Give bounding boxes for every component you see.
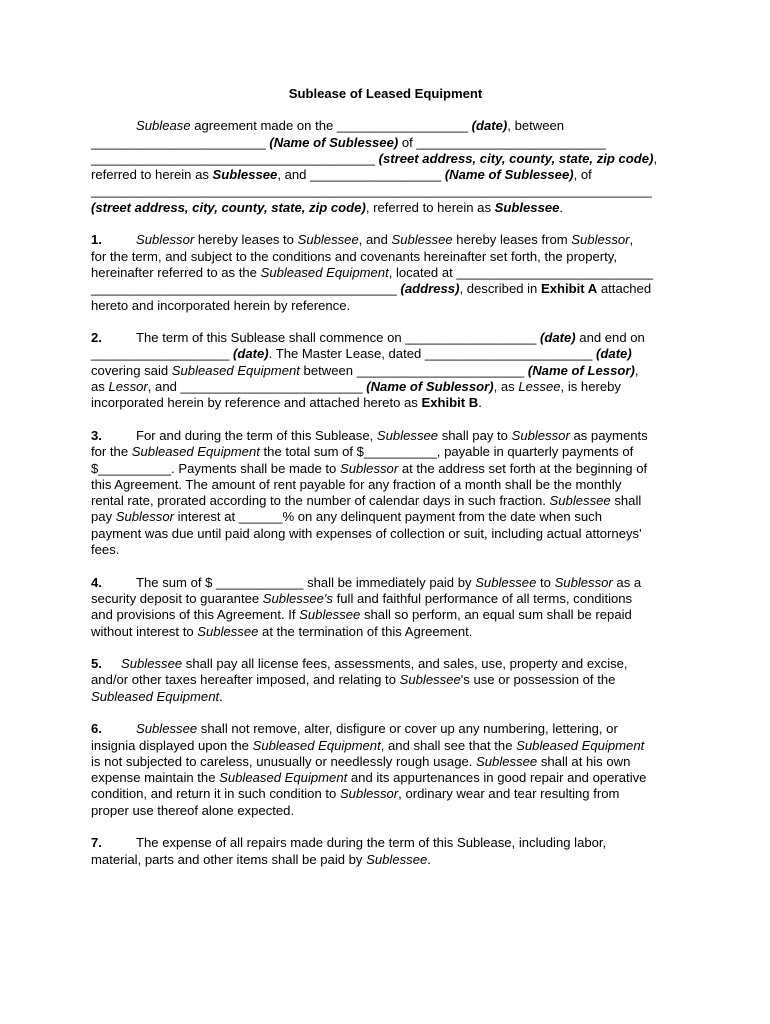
- section-text: expense maintain the: [91, 770, 220, 786]
- section-text: , is hereby: [560, 379, 621, 395]
- intro-text: _______________________________________: [91, 150, 379, 166]
- section-text: Sublessee: [366, 851, 428, 867]
- document-title: Sublease of Leased Equipment: [288, 86, 483, 101]
- section-3-line: payment was due until paid along with expenses of collection or suit, including actual attorneys': [91, 525, 642, 541]
- section-text: . The Master Lease, dated _______________________: [268, 346, 597, 362]
- section-text: , and _________________________: [147, 379, 367, 395]
- section-text: shall not remove, alter, disfigure or cover up any numbering, lettering, or: [197, 721, 618, 737]
- section-text: For and during the term of this Sublease,: [136, 427, 377, 443]
- section-text: Sublessor: [554, 574, 613, 590]
- section-text: security deposit to guarantee: [91, 590, 263, 606]
- intro-line-3: [91, 151, 680, 167]
- section-text: hereby leases to: [194, 232, 298, 248]
- section-1-line: hereto and incorporated herein by reference.: [91, 297, 351, 313]
- section-text: rental rate, prorated according to the number of calendar days in such fraction.: [91, 493, 550, 509]
- section-4: [91, 575, 680, 640]
- section-2: [91, 330, 680, 411]
- section-text: as: [91, 379, 109, 395]
- section-text: interest at ______% on any delinquent payment from the date when such: [173, 509, 602, 525]
- section-text: Sublessee: [297, 232, 359, 248]
- section-text: and end on: [575, 330, 645, 346]
- intro-text: referred to herein as: [91, 167, 213, 183]
- section-text: Sublessor: [571, 232, 630, 248]
- section-text: Subleased Equipment: [91, 688, 220, 704]
- section-text: to: [536, 574, 555, 590]
- section-3-line: [91, 444, 680, 460]
- intro-text: .: [559, 199, 564, 215]
- intro-text: Sublessee: [494, 199, 560, 215]
- section-text: Sublessor: [339, 460, 399, 476]
- section-text: incorporated herein by reference and attached hereto as: [91, 395, 422, 411]
- section-number: 2.: [91, 330, 102, 346]
- intro-text: (Name of Sublessee): [269, 134, 399, 150]
- intro-text: (Name of Sublessee): [444, 167, 574, 183]
- intro-paragraph: [91, 118, 680, 216]
- section-text: insignia displayed upon the: [91, 737, 253, 753]
- section-1-line: for the term, and subject to the conditions and covenants hereinafter set forth, the property,: [91, 248, 617, 264]
- section-1-line: [91, 232, 680, 248]
- section-text: for the: [91, 444, 132, 460]
- section-text: at the termination of this Agreement.: [258, 623, 473, 639]
- section-text: , as: [493, 379, 519, 395]
- section-3-line: this Agreement. The amount of rent payable for any fraction of a month shall be the monthly: [91, 476, 622, 492]
- intro-text: , and __________________: [277, 167, 445, 183]
- section-text: __________________________________________: [91, 281, 401, 297]
- section-2-line: [91, 346, 680, 362]
- section-2-line: [91, 363, 680, 379]
- section-number: 7.: [91, 835, 102, 851]
- section-text: as a: [612, 574, 642, 590]
- section-text: (date): [233, 346, 269, 362]
- section-6: [91, 721, 680, 819]
- intro-text: _____________________________________________________________________________: [91, 183, 652, 199]
- section-text: without interest to: [91, 623, 198, 639]
- section-1: [91, 232, 680, 313]
- section-text: shall at his own: [537, 753, 631, 769]
- section-text: pay: [91, 509, 116, 525]
- section-text: ,: [634, 362, 639, 378]
- section-text: Sublessee: [391, 232, 453, 248]
- section-text: Subleased Equipment: [171, 362, 300, 378]
- section-text: (Name of Sublessor): [366, 379, 494, 395]
- section-4-line: [91, 575, 680, 591]
- section-3-line: [91, 461, 680, 477]
- section-text: , ordinary wear and tear resulting from: [398, 786, 620, 802]
- section-text: The expense of all repairs made during the term of this Sublease, including labor,: [136, 835, 607, 851]
- section-text: at the address set forth at the beginning of: [398, 460, 648, 476]
- section-5-line: [91, 672, 680, 688]
- section-number: 4.: [91, 574, 102, 590]
- section-number: 3.: [91, 427, 102, 443]
- section-text: Lessor: [108, 379, 148, 395]
- intro-text: , referred to herein as: [365, 199, 495, 215]
- section-4-line: [91, 591, 680, 607]
- section-6-line: proper use thereof alone expected.: [91, 802, 295, 818]
- intro-text: (street address, city, county, state, zip code): [91, 199, 366, 215]
- section-text: between _______________________: [299, 362, 528, 378]
- intro-text: , between: [507, 118, 565, 134]
- section-text: (date): [596, 346, 632, 362]
- section-text: Subleased Equipment: [516, 737, 645, 753]
- document-page: [91, 86, 680, 884]
- section-text: Sublessor: [115, 509, 174, 525]
- intro-line-1: [91, 118, 680, 134]
- section-text: , and: [358, 232, 392, 248]
- section-text: .: [427, 851, 431, 867]
- section-text: and provisions of this Agreement. If: [91, 607, 300, 623]
- section-text: (Name of Lessor): [527, 362, 635, 378]
- section-text: Sublessor: [511, 427, 570, 443]
- section-text: Lessee: [518, 379, 561, 395]
- section-text: The term of this Sublease shall commence on __________________: [136, 330, 540, 346]
- section-text: Sublessee: [136, 721, 198, 737]
- section-number: 1.: [91, 232, 102, 248]
- intro-line-4: [91, 167, 680, 183]
- section-text: Subleased Equipment: [219, 770, 348, 786]
- section-text: Sublessor: [339, 786, 399, 802]
- section-4-line: [91, 607, 680, 623]
- section-text: , and shall see that the: [380, 737, 517, 753]
- section-text: hereby leases from: [452, 232, 572, 248]
- intro-line-2: [91, 135, 680, 151]
- section-text: Sublessee: [476, 753, 538, 769]
- section-text: Sublessee: [376, 427, 439, 443]
- section-text: covering said: [91, 362, 172, 378]
- section-1-line: [91, 281, 680, 297]
- intro-text: ,: [653, 150, 658, 166]
- section-text: shall pay to: [438, 427, 512, 443]
- intro-line-5: [91, 183, 680, 199]
- section-text: Sublessor: [136, 232, 195, 248]
- section-text: .: [219, 688, 223, 704]
- section-text: and/or other taxes hereafter imposed, and relating to: [91, 672, 400, 688]
- intro-text: agreement made on the __________________: [190, 118, 472, 134]
- section-text: shall so perform, an equal sum shall be repaid: [360, 607, 632, 623]
- section-text: Sublessee: [549, 493, 611, 509]
- section-text: (address): [400, 281, 460, 297]
- section-text: full and faithful performance of all terms, conditions: [332, 590, 633, 606]
- section-text: ___________________: [91, 346, 233, 362]
- section-6-line: [91, 721, 680, 737]
- section-text: $__________. Payments shall be made to: [91, 460, 340, 476]
- section-7-line: [91, 835, 680, 851]
- section-6-line: [91, 770, 680, 786]
- intro-text: Sublessee: [212, 167, 278, 183]
- section-5-line: [91, 656, 680, 672]
- section-text: material, parts and other items shall be paid by: [91, 851, 367, 867]
- section-number: 5.: [91, 656, 102, 672]
- intro-text: ________________________: [91, 134, 270, 150]
- section-text: Subleased Equipment: [252, 737, 381, 753]
- section-number: 6.: [91, 721, 102, 737]
- section-text: (date): [540, 330, 576, 346]
- section-text: Sublessee: [399, 672, 461, 688]
- section-text: Sublessee: [197, 623, 259, 639]
- intro-text: , of: [573, 167, 592, 183]
- section-text: , described in: [459, 281, 541, 297]
- section-7: [91, 835, 680, 868]
- section-2-line: [91, 395, 680, 411]
- section-text: Exhibit B: [421, 395, 479, 411]
- section-text: shall pay all license fees, assessments, and sales, use, property and excise,: [182, 656, 628, 672]
- section-text: and its appurtenances in good repair and operative: [347, 770, 647, 786]
- section-5: [91, 656, 680, 705]
- section-3-line: [91, 428, 680, 444]
- section-6-line: [91, 738, 680, 754]
- section-text: hereinafter referred to as the: [91, 264, 261, 280]
- section-3-line: fees.: [91, 542, 120, 558]
- intro-text: (date): [471, 118, 508, 134]
- section-3-line: [91, 509, 680, 525]
- section-text: 's use or possession of the: [460, 672, 616, 688]
- section-text: condition, and return it in such condition to: [91, 786, 340, 802]
- section-text: Subleased Equipment: [131, 444, 260, 460]
- section-1-line: [91, 265, 680, 281]
- section-text: The sum of $ ____________ shall be immediately paid by: [136, 574, 476, 590]
- section-text: shall: [610, 493, 642, 509]
- section-text: as payments: [569, 427, 648, 443]
- intro-text: Sublease: [136, 118, 191, 134]
- section-2-line: [91, 330, 680, 346]
- section-text: Sublessee: [299, 607, 361, 623]
- section-text: Sublessee's: [262, 590, 333, 606]
- intro-text: (street address, city, county, state, zip code): [378, 150, 654, 166]
- section-text: Sublessee: [475, 574, 537, 590]
- section-4-line: [91, 624, 680, 640]
- section-2-line: [91, 379, 680, 395]
- intro-text: of __________________________: [398, 134, 606, 150]
- section-5-line: [91, 689, 680, 705]
- section-3-line: [91, 493, 680, 509]
- section-3: [91, 428, 680, 558]
- section-text: is not subjected to careless, unusually or needlessly rough usage.: [91, 753, 477, 769]
- section-text: Sublessee: [121, 656, 183, 672]
- section-text: .: [478, 395, 482, 411]
- intro-line-6: [91, 200, 680, 216]
- section-7-line: [91, 852, 680, 868]
- section-text: the total sum of $__________, payable in quarterly payments of: [259, 444, 634, 460]
- section-text: , located at ___________________________: [388, 264, 654, 280]
- section-text: attached: [597, 281, 652, 297]
- section-6-line: [91, 786, 680, 802]
- section-text: Subleased Equipment: [260, 264, 389, 280]
- section-6-line: [91, 754, 680, 770]
- section-text: Exhibit A: [540, 281, 598, 297]
- section-text: ,: [629, 232, 634, 248]
